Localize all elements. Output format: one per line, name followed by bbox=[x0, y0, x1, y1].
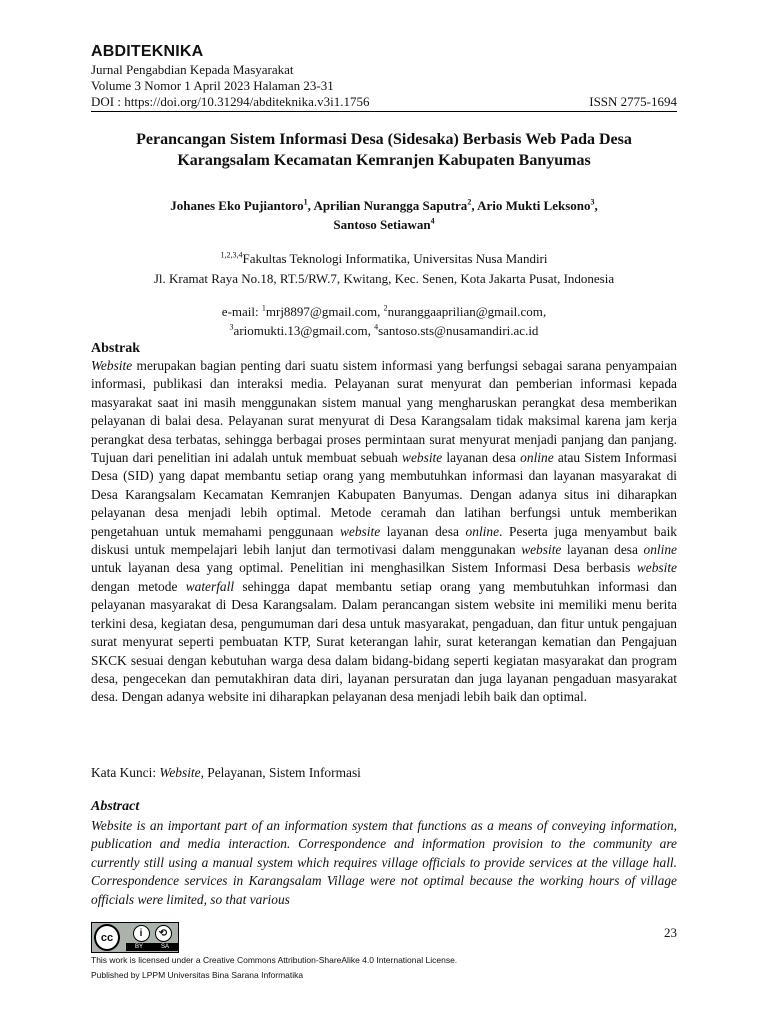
header-divider bbox=[91, 111, 677, 112]
abstrak-italic-term: online bbox=[465, 523, 500, 539]
abstrak-body bbox=[91, 357, 677, 707]
email-sup: 2 bbox=[383, 303, 388, 313]
doi-link[interactable]: DOI : https://doi.org/10.31294/abditeknika.v3i1.1756 bbox=[91, 94, 370, 109]
abstrak-italic-term: waterfall bbox=[185, 578, 235, 594]
author-sup: 1 bbox=[303, 197, 308, 207]
email-sup: 4 bbox=[374, 322, 379, 332]
abstrak-heading: Abstrak bbox=[91, 341, 141, 356]
cc-label-row bbox=[126, 943, 178, 951]
email-list bbox=[91, 302, 677, 340]
abstrak-text: untuk layanan desa yang optimal. Penelitian ini menghasilkan Sistem Informasi Desa berbasis bbox=[91, 560, 637, 576]
affiliation-address: Jl. Kramat Raya No.18, RT.5/RW.7, Kwitang, Kec. Senen, Kota Jakarta Pusat, Indonesia bbox=[153, 271, 615, 286]
abstrak-text: atau Sistem Informasi Desa (SID) yang dapat membantu setiap orang yang membutuhkan informasi dan layanan masyarakat di Desa Karangsalam Kecamatan Kemranjen Kabupaten Banyumas. Dengan adanya situs ini diharapkan pelayanan desa menjadi lebih optimal. Metode ceramah dan latihan berfungsi untuk memberikan pengetahuan untuk memahami penggunaan bbox=[91, 450, 677, 539]
author-name: Ario Mukti Leksono bbox=[477, 198, 591, 213]
abstrak-text: layanan desa bbox=[442, 450, 521, 466]
email-address[interactable]: santoso.sts@nusamandiri.ac.id bbox=[378, 323, 539, 338]
share-alike-icon: ⟲ bbox=[155, 925, 172, 942]
abstrak-italic-term: website bbox=[636, 560, 677, 576]
email-label: e-mail: bbox=[221, 304, 262, 319]
abstrak-italic-term: Website bbox=[91, 358, 133, 373]
sa-label: SA bbox=[160, 943, 169, 950]
by-label: BY bbox=[134, 943, 143, 950]
keywords-label: Kata Kunci: bbox=[91, 765, 160, 780]
publisher-line: Published by LPPM Universitas Bina Sarana Informatika bbox=[91, 970, 304, 980]
abstrak-italic-term: online bbox=[520, 450, 554, 466]
keywords-rest: Pelayanan, Sistem Informasi bbox=[203, 765, 361, 780]
abstrak-text: merupakan bagian penting dari suatu sistem informasi yang berfungsi sebagai sarana penyampaian informasi, publikasi dan interaksi media. Pelayanan surat menyurat dan pemberian informasi kepada masyarakat saat ini masih menggunakan sistem manual yang mengharuskan perangkat desa memberikan pelayanan di balai desa. Pelayanan surat menyurat di Desa Karangsalam tidak maksimal karena jam kerja perangkat desa terbatas, sehingga berbagai proses permintaan surat menyurat menjadi panjang dan panjang. Tujuan dari penelitian ini adalah untuk membuat sebuah bbox=[91, 358, 677, 466]
abstrak-text: layanan desa bbox=[561, 542, 644, 558]
keywords bbox=[91, 765, 361, 781]
email-line: e-mail: $^1$mrj8897@gmail.com, $^2$nuranggaaprilian@gmail.com, bbox=[221, 303, 547, 319]
abstrak-italic-term: website bbox=[402, 450, 443, 466]
doi-issn-row bbox=[91, 94, 677, 109]
author-name: Aprilian Nurangga Saputra bbox=[313, 198, 468, 213]
email-sup: 3 bbox=[229, 322, 234, 332]
page-number: 23 bbox=[664, 925, 677, 940]
cc-icon-row bbox=[133, 925, 172, 942]
journal-volume: Volume 3 Nomor 1 April 2023 Halaman 23-31 bbox=[91, 78, 334, 93]
email-line: $^3$ariomukti.13@gmail.com, $^4$santoso.sts@nusamandiri.ac.id bbox=[229, 322, 539, 338]
keywords-italic: Website, bbox=[159, 765, 204, 780]
paper-title: Perancangan Sistem Informasi Desa (Sidesaka) Berbasis Web Pada Desa Karangsalam Kecamatan Kemranjen Kabupaten Banyumas bbox=[136, 131, 632, 169]
email-address[interactable]: nuranggaaprilian@gmail.com bbox=[387, 304, 543, 319]
abstrak-text: sehingga dapat membantu setiap orang yang membutuhkan informasi dan pelayanan masyarakat di Desa Karangsalam. Dalam perancangan sistem website ini memiliki menu berita terkini desa, kegiatan desa, pengumuman dari desa untuk masyarakat, pengaduan, dan fitur untuk pengajuan surat menyurat seperti pembuatan KTP, Surat keterangan lahir, surat keterangan kematian dan Pengajuan SKCK sesuai dengan kebutuhan warga desa dalam bidang-bidang seperti kegiatan masyarakat dan program desa, pengecekan dan pemutakhiran data diri, layanan persuratan dan juga layanan pengaduan masyarakat desa. Dengan adanya website ini diharapkan pelayanan desa menjadi lebih baik dan optimal. bbox=[91, 578, 677, 705]
author-sup: 3 bbox=[590, 197, 595, 207]
license-line[interactable]: This work is licensed under a Creative Commons Attribution-ShareAlike 4.0 International License. bbox=[91, 955, 458, 965]
cc-license-badge[interactable] bbox=[91, 922, 179, 953]
affiliation-faculty-line bbox=[91, 249, 677, 269]
affiliation bbox=[91, 249, 677, 289]
author-line: Johanes Eko Pujiantoro$^1$, Aprilian Nurangga Saputra$^2$, Ario Mukti Leksono$^3$, bbox=[170, 197, 598, 213]
journal-subtitle: Jurnal Pengabdian Kepada Masyarakat bbox=[91, 62, 294, 77]
abstrak-italic-term: website bbox=[521, 542, 562, 558]
email-address[interactable]: ariomukti.13@gmail.com bbox=[233, 323, 368, 338]
abstrak-text: dengan metode bbox=[91, 578, 186, 594]
abstrak-italic-term: website bbox=[339, 523, 381, 539]
email-address[interactable]: mrj8897@gmail.com bbox=[265, 304, 378, 319]
author-list bbox=[91, 196, 677, 234]
journal-name: ABDITEKNIKA bbox=[91, 43, 204, 60]
author-sup: 2 bbox=[467, 197, 472, 207]
author-name: Santoso Setiawan bbox=[333, 217, 431, 232]
abstrak-text: . Peserta juga menyambut baik diskusi untuk mempelajari lebih lanjut dan termotivasi dalam menggunakan bbox=[91, 523, 677, 558]
abstrak-text: layanan desa bbox=[380, 523, 466, 539]
cc-attribution-icons bbox=[126, 925, 178, 951]
author-name: Johanes Eko Pujiantoro bbox=[170, 198, 304, 213]
issn: ISSN 2775-1694 bbox=[589, 94, 677, 109]
cc-icon: cc bbox=[94, 924, 120, 951]
license-text bbox=[91, 953, 457, 983]
email-sup: 1 bbox=[261, 303, 266, 313]
attribution-icon: i bbox=[133, 925, 150, 942]
author-line bbox=[91, 215, 677, 234]
author-sup: 4 bbox=[430, 216, 435, 226]
abstract-heading: Abstract bbox=[91, 799, 140, 814]
abstract-body: Website is an important part of an information system that functions as a means of conveying information, publication and media interaction. Correspondence and information provision to the community are currently still using a manual system which requires village officials to provide services at the village hall. Correspondence services in Karangsalam Village were not optimal because the working hours of village officials were limited, so that various bbox=[91, 818, 677, 907]
affiliation-sup: 1,2,3,4 bbox=[220, 250, 243, 260]
affiliation-faculty: Fakultas Teknologi Informatika, Universitas Nusa Mandiri bbox=[242, 251, 548, 266]
abstrak-italic-term: online bbox=[643, 542, 677, 558]
